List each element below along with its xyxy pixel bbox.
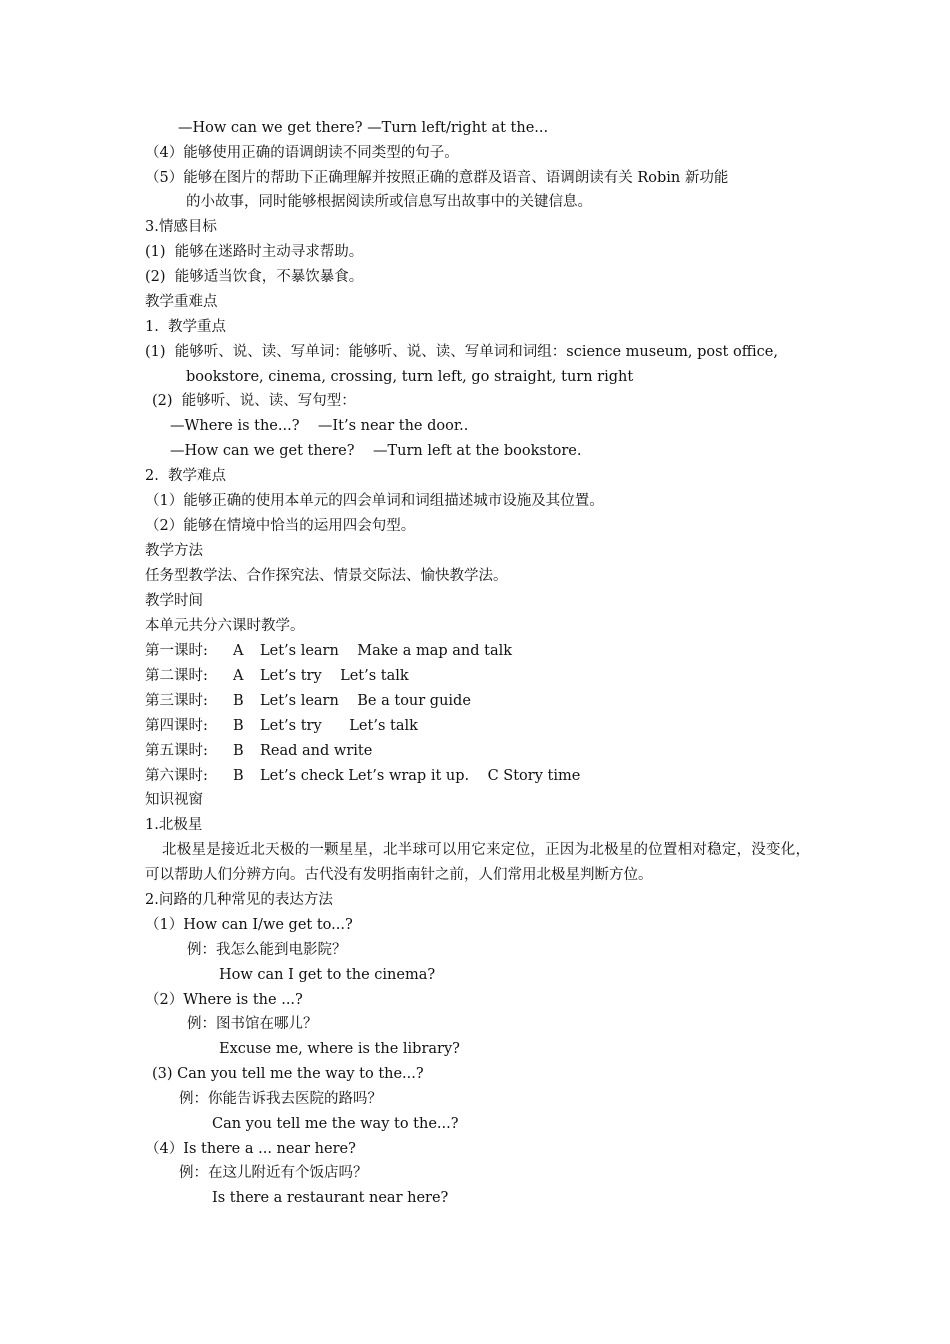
text-line: —How can we get there? —Turn left/right at the... <box>178 120 549 136</box>
text-line: 例：你能告诉我去医院的路吗？ <box>179 1091 382 1107</box>
section-heading: 3.情感目标 <box>145 219 217 235</box>
text-line: Is there a restaurant near here? <box>212 1190 449 1206</box>
schedule-period: 第四课时: <box>145 718 208 734</box>
section-heading: 2. 教学难点 <box>145 468 227 484</box>
text-line: (1) 能够在迷路时主动寻求帮助。 <box>145 244 364 260</box>
section-heading: 2.问路的几种常见的表达方法 <box>145 892 333 908</box>
schedule-period: 第一课时: <box>145 643 208 659</box>
schedule-content: Let’s try Let’s talk <box>260 718 418 734</box>
schedule-part: B <box>233 693 244 709</box>
schedule-content: Let’s learn Make a map and talk <box>260 643 513 659</box>
text-line: Can you tell me the way to the...? <box>212 1116 459 1132</box>
polaris-paragraph: 北极星是接近北天极的一颗星星，北半球可以用它来定位，正因为北极星的位置相对稳定，没变化，可以帮助人们分辨方向。古代没有发明指南针之前，人们常用北极星判断方位。 <box>145 842 810 883</box>
text-line: bookstore, cinema, crossing, turn left, go straight, turn right <box>186 369 634 385</box>
text-line: (2) 能够适当饮食，不暴饮暴食。 <box>145 269 364 285</box>
section-heading: 1. 教学重点 <box>145 319 227 335</box>
schedule-part: B <box>233 743 244 759</box>
text-line: 本单元共分六课时教学。 <box>145 618 305 634</box>
schedule-period: 第二课时: <box>145 668 208 684</box>
text-line: (1) 能够听、说、读、写单词：能够听、说、读、写单词和词组：science museum, post office, <box>145 344 778 360</box>
section-heading: 教学重难点 <box>145 294 218 310</box>
schedule-content: Let’s check Let’s wrap it up. C Story time <box>260 768 581 784</box>
text-line: How can I get to the cinema? <box>219 967 436 983</box>
schedule-content: Let’s try Let’s talk <box>260 668 409 684</box>
text-line: (2) 能够听、说、读、写句型： <box>152 393 356 409</box>
text-line: 的小故事，同时能够根据阅读所或信息写出故事中的关键信息。 <box>186 194 592 210</box>
schedule-content: Let’s learn Be a tour guide <box>260 693 471 709</box>
schedule-period: 第三课时: <box>145 693 208 709</box>
text-line: （2）Where is the ...? <box>145 992 303 1008</box>
text-line: 例：我怎么能到电影院？ <box>187 942 347 958</box>
text-line: —How can we get there? —Turn left at the bookstore. <box>170 443 582 459</box>
text-line: （1）How can I/we get to...? <box>145 917 353 933</box>
schedule-part: A <box>233 643 244 659</box>
text-line: （4）能够使用正确的语调朗读不同类型的句子。 <box>145 145 459 161</box>
schedule-part: A <box>233 668 244 684</box>
schedule-period: 第五课时: <box>145 743 208 759</box>
schedule-period: 第六课时: <box>145 768 208 784</box>
section-heading: 教学时间 <box>145 593 203 609</box>
section-heading: 1.北极星 <box>145 817 203 833</box>
text-line: （5）能够在图片的帮助下正确理解并按照正确的意群及语音、语调朗读有关 Robin 新功能 <box>145 170 729 186</box>
text-line: 例：图书馆在哪儿？ <box>187 1016 318 1032</box>
schedule-content: Read and write <box>260 743 373 759</box>
text-line: Excuse me, where is the library? <box>219 1041 460 1057</box>
section-heading: 知识视窗 <box>145 792 203 808</box>
text-line: 例：在这儿附近有个饭店吗？ <box>179 1165 368 1181</box>
text-line: 任务型教学法、合作探究法、情景交际法、愉快教学法。 <box>145 568 508 584</box>
text-line: （4）Is there a ... near here? <box>145 1141 356 1157</box>
schedule-part: B <box>233 768 244 784</box>
schedule-part: B <box>233 718 244 734</box>
text-line: （2）能够在情境中恰当的运用四会句型。 <box>145 518 416 534</box>
text-line: （1）能够正确的使用本单元的四会单词和词组描述城市设施及其位置。 <box>145 493 604 509</box>
text-line: (3) Can you tell me the way to the...? <box>152 1066 424 1082</box>
section-heading: 教学方法 <box>145 543 203 559</box>
text-line: —Where is the...? —It’s near the door.. <box>170 418 469 434</box>
